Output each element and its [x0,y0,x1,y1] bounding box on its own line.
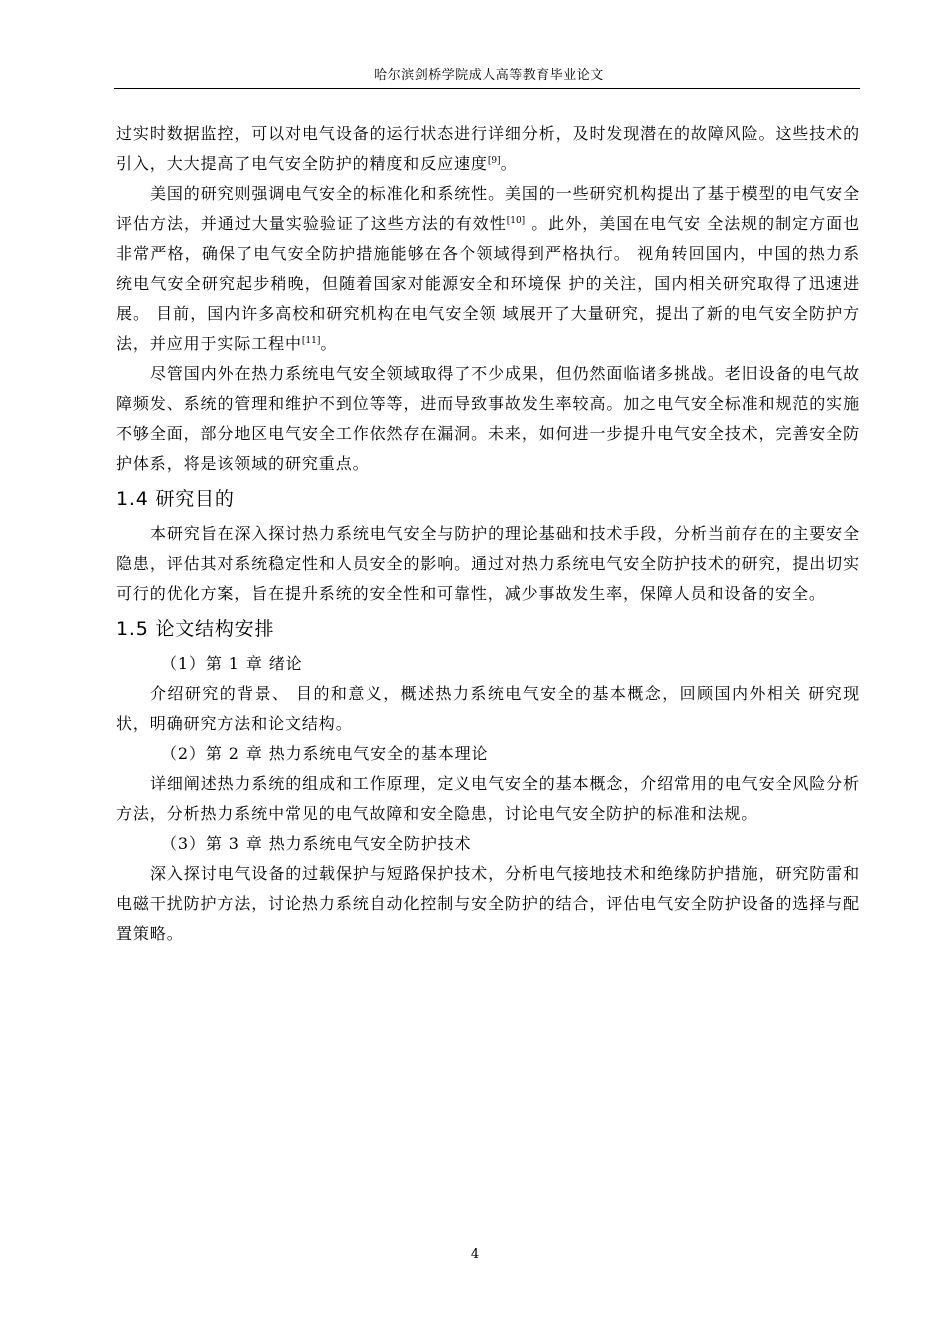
paragraph-1 [116,119,860,179]
page-number: 4 [470,1247,480,1262]
page-body [116,119,860,949]
paragraph-2-text-a: 美国的研究则强调电气安全的标准化和系统性。美国的一些研究机构提出了基于模型的电气安全评估方法，并通过大量实验验证了这些方法的有效性 [116,184,860,233]
running-header: 哈尔滨剑桥学院成人高等教育毕业论文 [374,68,604,83]
paragraph-4: 本研究旨在深入探讨热力系统电气安全与防护的理论基础和技术手段，分析当前存在的主要安全隐患，评估其对系统稳定性和人员安全的影响。通过对热力系统电气安全防护技术的研究，提出切实可行的优化方案，旨在提升系统的安全性和可靠性，减少事故发生率，保障人员和设备的安全。 [116,524,860,603]
paragraph-3: 尽管国内外在热力系统电气安全领域取得了不少成果，但仍然面临诸多挑战。老旧设备的电气故障频发、系统的管理和维护不到位等等，进而导致事故发生率较高。加之电气安全标准和规范的实施不够全面，部分地区电气安全工作依然存在漏洞。未来，如何进一步提升电气安全技术，完善安全防护体系，将是该领域的研究重点。 [116,364,860,473]
chapter-1-item: （1）第 1 章 绪论 [161,654,303,673]
paragraph-6: 详细阐述热力系统的组成和工作原理，定义电气安全的基本概念，介绍常用的电气安全风险分析方法，分析热力系统中常见的电气故障和安全隐患，讨论电气安全防护的标准和法规。 [116,774,860,823]
citation-10: [10] [506,216,526,226]
chapter-3-item: （3）第 3 章 热力系统电气安全防护技术 [161,834,472,853]
paragraph-2-text-b: 。此外，美国在电气安 全法规的制定方面也非常严格，确保了电气安全防护措施能够在各个领域得到严格执行。 视角转回国内，中国的热力系统电气安全研究起步稍晚，但随着国家对能源安全和环境保 护的关注，国内相关研究取得了迅速进展。 目前，国内许多高校和研究机构在电气安全领 域展开了大量研究，提出了新的电气安全防护方法，并应用于实际工程中 [116,214,860,353]
section-1-5-heading: 1.5 论文结构安排 [116,618,275,640]
paragraph-1-end: 。 [500,154,518,173]
section-1-4-heading: 1.4 研究目的 [116,488,235,510]
header-rule [114,88,860,89]
paragraph-2 [116,179,860,359]
citation-9: [9] [487,156,501,166]
citation-11: [11] [301,336,321,346]
paragraph-7: 深入探讨电气设备的过载保护与短路保护技术，分析电气接地技术和绝缘防护措施，研究防雷和电磁干扰防护方法，讨论热力系统自动化控制与安全防护的结合，评估电气安全防护设备的选择与配置策略。 [116,864,860,943]
chapter-2-item: （2）第 2 章 热力系统电气安全的基本理论 [161,744,489,763]
paragraph-5: 介绍研究的背景、 目的和意义，概述热力系统电气安全的基本概念，回顾国内外相关 研究现状，明确研究方法和论文结构。 [116,684,860,733]
paragraph-2-end: 。 [320,334,338,353]
paragraph-1-text: 过实时数据监控，可以对电气设备的运行状态进行详细分析，及时发现潜在的故障风险。这些技术的引入，大大提高了电气安全防护的精度和反应速度 [116,124,860,173]
